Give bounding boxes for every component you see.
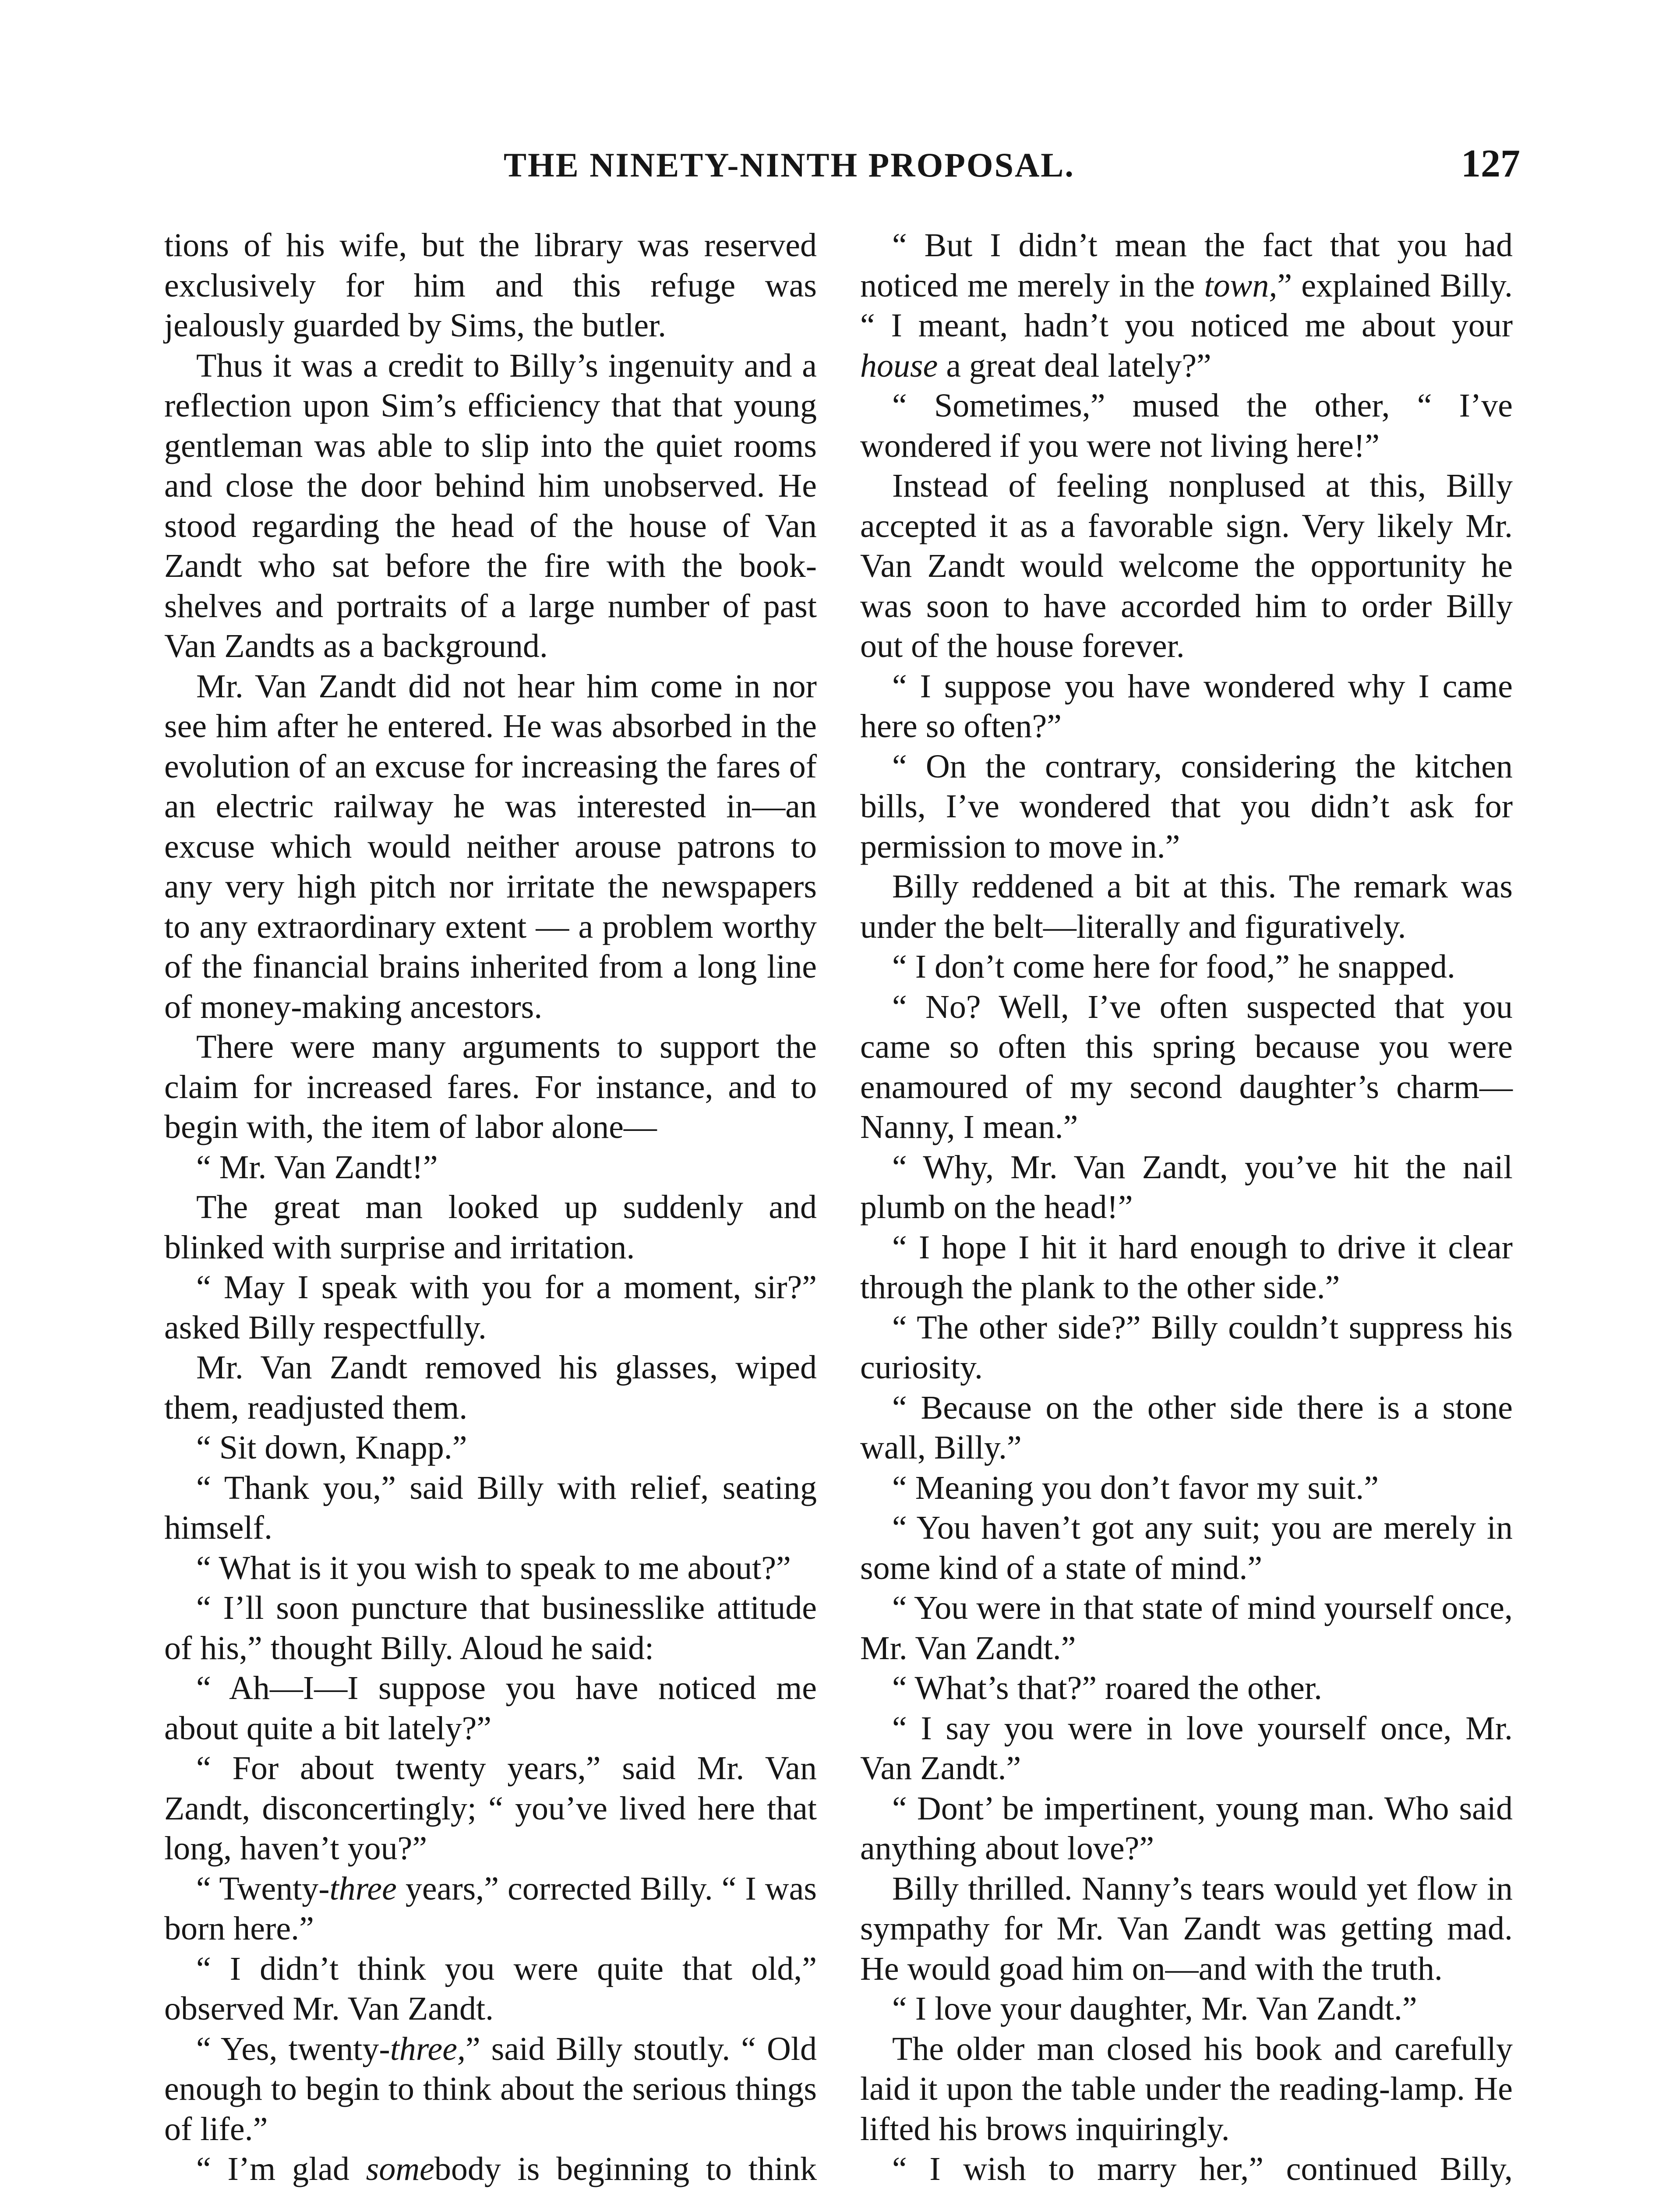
paragraph: Billy reddened a bit at this. The remark was under the belt—literally and figuratively. (860, 868, 1513, 945)
paragraph: There were many arguments to support the claim for increased fares. For instance, and to begin with, the item of labor alone— (164, 1028, 817, 1145)
paragraph: The older man closed his book and carefully laid it upon the table under the reading-lamp. He lifted his brows inquiringly. (860, 2030, 1513, 2148)
dialogue-line: “ Sometimes,” mused the other, “ I’ve wondered if you were not living here!” (860, 387, 1513, 464)
paragraph: The great man looked up suddenly and blinked with surprise and irritation. (164, 1189, 817, 1266)
dialogue-line: “ I don’t come here for food,” he snapped. (892, 948, 1455, 985)
dialogue-line: “ I suppose you have wondered why I came here so often?” (860, 668, 1513, 745)
dialogue-line: “ No? Well, I’ve often suspected that you came so often this spring because you were enamoured of my second daughter’s charm—Nanny, I mean.” (860, 988, 1513, 1145)
dialogue-line: “ I say you were in love yourself once, Mr. Van Zandt.” (860, 1710, 1513, 1787)
dialogue-line: “ On the contrary, considering the kitchen bills, I’ve wondered that you didn’t ask for permission to move in.” (860, 748, 1513, 865)
dialogue-line: “ But I didn’t mean the fact that you had noticed me merely in the town,” explained Billy. “ I meant, hadn’t you noticed me about your house a great deal lately?” (860, 227, 1513, 384)
paragraph: Mr. Van Zandt removed his glasses, wiped them, readjusted them. (164, 1349, 817, 1426)
dialogue-line: “ You were in that state of mind yourself once, Mr. Van Zandt.” (860, 1590, 1513, 1667)
paragraph: tions of his wife, but the library was reserved exclusively for him and this refuge was jealously guarded by Sims, the butler. (164, 227, 817, 344)
dialogue-line: “ Thank you,” said Billy with relief, seating himself. (164, 1469, 817, 1546)
dialogue-line: “ I didn’t think you were quite that old,” observed Mr. Van Zandt. (164, 1950, 817, 2027)
dialogue-line: “ Twenty-three years,” corrected Billy. “ I was born here.” (164, 1870, 817, 1947)
dialogue-line: “ I love your daughter, Mr. Van Zandt.” (892, 1990, 1417, 2027)
dialogue-line: “ The other side?” Billy couldn’t suppress his curiosity. (860, 1309, 1513, 1386)
page-number: 127 (1461, 142, 1520, 185)
paragraph: Billy thrilled. Nanny’s tears would yet flow in sympathy for Mr. Van Zandt was getting mad. He would goad him on—and with the truth. (860, 1870, 1513, 1987)
dialogue-line: “ I wish to marry her,” continued Billy, (892, 2151, 1513, 2187)
dialogue-line: “ Dont’ be impertinent, young man. Who said anything about love?” (860, 1790, 1513, 1867)
running-title: THE NINETY-NINTH PROPOSAL. (504, 146, 1075, 184)
dialogue-line: “ Mr. Van Zandt!” (196, 1148, 438, 1186)
dialogue-line: “ Ah—I—I suppose you have noticed me about quite a bit lately?” (164, 1670, 817, 1747)
dialogue-line: “ Meaning you don’t favor my suit.” (892, 1469, 1379, 1506)
paragraph: Instead of feeling nonplused at this, Billy accepted it as a favorable sign. Very likely Mr. Van Zandt would welcome the opportunity he was soon to have accorded him to order Billy out of the house forever. (860, 467, 1513, 664)
dialogue-line: “ You haven’t got any suit; you are merely in some kind of a state of mind.” (860, 1509, 1513, 1586)
dialogue-line: “ For about twenty years,” said Mr. Van Zandt, disconcertingly; “ you’ve lived here that long, haven’t you?” (164, 1750, 817, 1867)
left-text-column (164, 226, 817, 2190)
dialogue-line: “ Why, Mr. Van Zandt, you’ve hit the nail plumb on the head!” (860, 1148, 1513, 1226)
dialogue-line: “ What’s that?” roared the other. (892, 1670, 1322, 1706)
dialogue-line: “ What is it you wish to speak to me about?” (196, 1549, 791, 1586)
dialogue-line: “ I hope I hit it hard enough to drive it clear through the plank to the other side.” (860, 1229, 1513, 1306)
paragraph: Thus it was a credit to Billy’s ingenuity and a reflection upon Sim’s efficiency that that young gentleman was able to slip into the quiet rooms and close the door behind him unobserved. He stood regarding the head of the house of Van Zandt who sat before the fire with the book-shelves and portraits of a large number of past Van Zandts as a background. (164, 347, 817, 664)
dialogue-line: “ May I speak with you for a moment, sir?” asked Billy respectfully. (164, 1269, 817, 1346)
paragraph: Mr. Van Zandt did not hear him come in nor see him after he entered. He was absorbed in the evolution of an excuse for increasing the fares of an electric railway he was interested in—an excuse which would neither arouse patrons to any very high pitch nor irritate the newspapers to any extraordinary extent — a problem worthy of the financial brains inherited from a long line of money-making ancestors. (164, 668, 817, 1025)
dialogue-line: “ Because on the other side there is a stone wall, Billy.” (860, 1389, 1513, 1466)
dialogue-line: “ Yes, twenty-three,” said Billy stoutly. “ Old enough to begin to think about the serious things of life.” (164, 2030, 817, 2148)
dialogue-line: “ I’ll soon puncture that businesslike attitude of his,” thought Billy. Aloud he said: (164, 1590, 817, 1667)
right-text-column (860, 226, 1513, 2190)
dialogue-line: “ Sit down, Knapp.” (196, 1429, 467, 1466)
dialogue-line: “ I’m glad somebody is beginning to think (196, 2151, 817, 2187)
